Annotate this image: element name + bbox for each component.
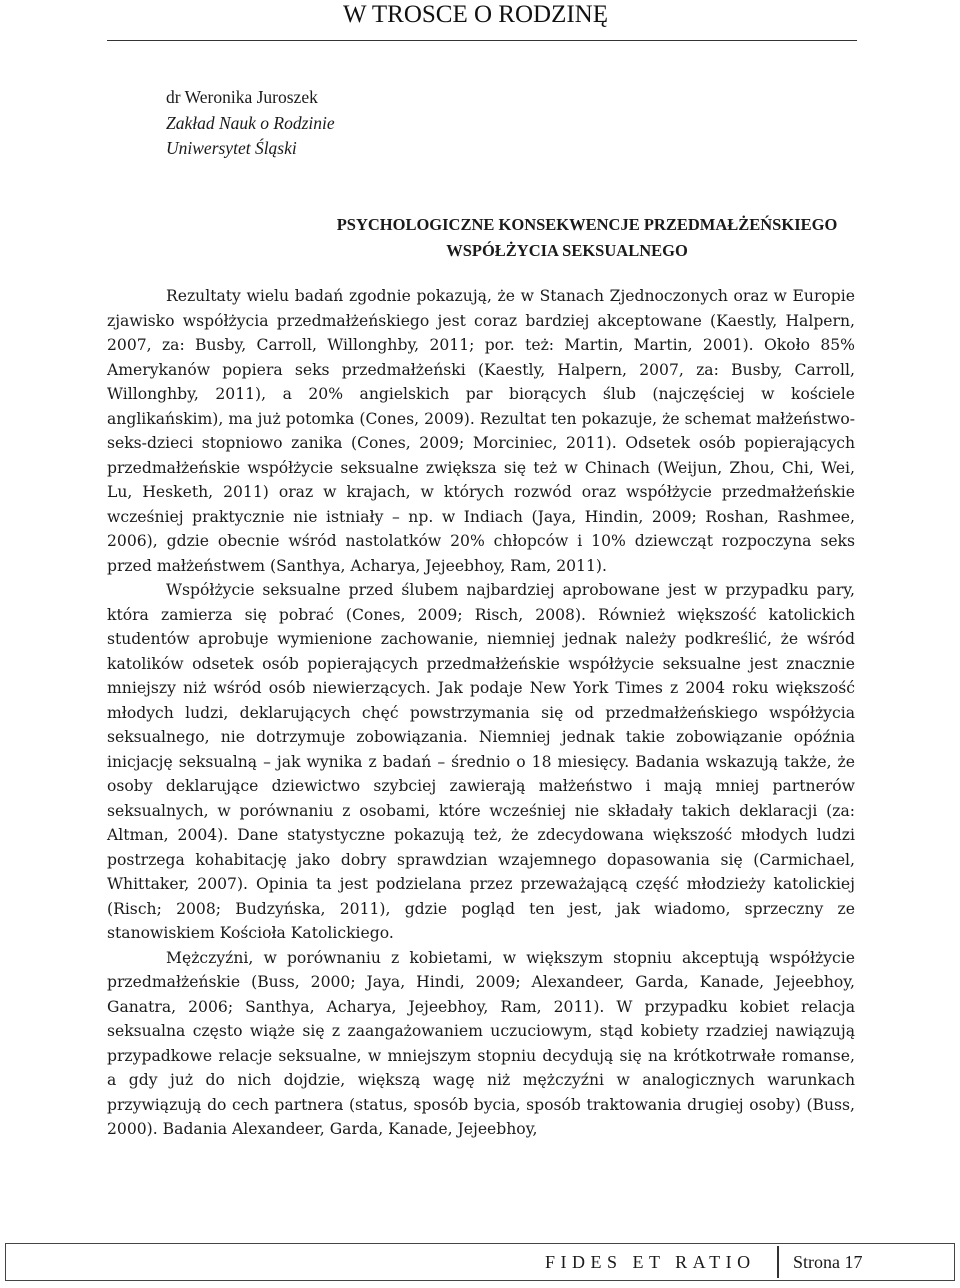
header-rule [107,40,857,41]
page-number: Strona 17 [793,1252,863,1272]
author-university: Uniwersytet Śląski [166,138,297,158]
article-title [107,212,857,263]
footer-separator [777,1246,779,1278]
author-department: Zakład Nauk o Rodzinie [166,112,335,133]
author-block [166,85,335,162]
article-body [107,284,855,1142]
footer-brand: FIDES ET RATIO [545,1252,756,1272]
article-title-line-1: PSYCHOLOGICZNE KONSEKWENCJE PRZEDMAŁŻEŃSKIEGO [336,215,838,234]
author-name: dr Weronika Juroszek [166,87,318,107]
paragraph-2: Współżycie seksualne przed ślubem najbardziej aprobowane jest w przypadku pary, która zamierza się pobrać (Cones, 2009; Risch, 2008). Również większość katolickich studentów aprobuje wymienione zachowanie, niemniej jednak należy podkreślić, że wśród katolików odsetek osób popierających przedmałżeńskie współżycie seksualne jest znacznie mniejszy niż wśród osób niewierzących. Jak podaje New York Times z 2004 roku większość młodych ludzi, deklarujących chęć powstrzymania się od przedmałżeńskiego współżycia seksualnego, nie dotrzymuje zobowiązania. Niemniej jednak takie zobowiązanie opóźnia inicjację seksualną – jak wynika z badań – średnio o 18 miesięcy. Badania wskazują także, że osoby deklarujące dziewictwo szybciej zawierają małżeństwo i mają mniej partnerów seksualnych, w porównaniu z osobami, które wcześniej nie składały takich deklaracji (za: Altman, 2004). Dane statystyczne pokazują też, że zdecydowana większość młodych ludzi postrzega kohabitację jako dobry sprawdzian wzajemnego dopasowania się (Carmichael, Whittaker, 2007). Opinia ta jest podzielana przez przeważającą część młodzieży katolickiej (Risch; 2008; Budzyńska, 2011), gdzie pogląd ten jest, jak wiadomo, sprzeczny ze stanowiskiem Kościoła Katolickiego. [107,581,855,942]
running-header: W TROSCE O RODZINĘ [342,1,608,28]
paragraph-1: Rezultaty wielu badań zgodnie pokazują, że w Stanach Zjednoczonych oraz w Europie zjawisko współżycia przedmałżeńskiego jest coraz bardziej akceptowane (Kaestly, Halpern, 2007, za: Busby, Carroll, Willonghby, 2011; por. też: Martin, Martin, 2001). Około 85% Amerykanów popiera seks przedmałżeński (Kaestly, Halpern, 2007, za: Busby, Carroll, Willonghby, 2011), a 20% angielskich par biorących ślub (najczęściej w kościele anglikańskim), ma już potomka (Cones, 2009). Rezultat ten pokazuje, że schemat małżeństwo-seks-dzieci stopniowo zanika (Cones, 2009; Morciniec, 2011). Odsetek osób popierających przedmałżeńskie współżycie seksualne zwiększa się też w Chinach (Weijun, Zhou, Chi, Wei, Lu, Hesketh, 2011) oraz w krajach, w których rozwód oraz współżycie przedmałżeńskie wcześniej praktycznie nie istniały – np. w Indiach (Jaya, Hindin, 2009; Roshan, Rashmee, 2006), gdzie obecnie wśród nastolatków 20% chłopców i 10% dziewcząt rozpoczyna seks przed małżeństwem (Santhya, Acharya, Jejeebhoy, Ram, 2011). [107,287,855,575]
article-title-line-2: WSPÓŁŻYCIA SEKSUALNEGO [446,240,688,260]
paragraph-3: Mężczyźni, w porównaniu z kobietami, w większym stopniu akceptują współżycie przedmałżeńskie (Buss, 2000; Jaya, Hindi, 2009; Alexandeer, Garda, Kanade, Jejeebhoy, Ganatra, 2006; Santhya, Acharya, Jejeebhoy, Ram, 2011). W przypadku kobiet relacja seksualna często wiąże się z zaangażowaniem uczuciowym, stąd kobiety rzadziej nawiązują przypadkowe relacje seksualne, w mniejszym stopniu decydują się na krótkotrwałe romanse, a gdy już do nich dojdzie, większą wagę niż mężczyźni w analogicznych warunkach przywiązują do cech partnera (status, sposób bycia, sposób traktowania drugiej osoby) (Buss, 2000). Badania Alexandeer, Garda, Kanade, Jejeebhoy, [107,948,855,1138]
